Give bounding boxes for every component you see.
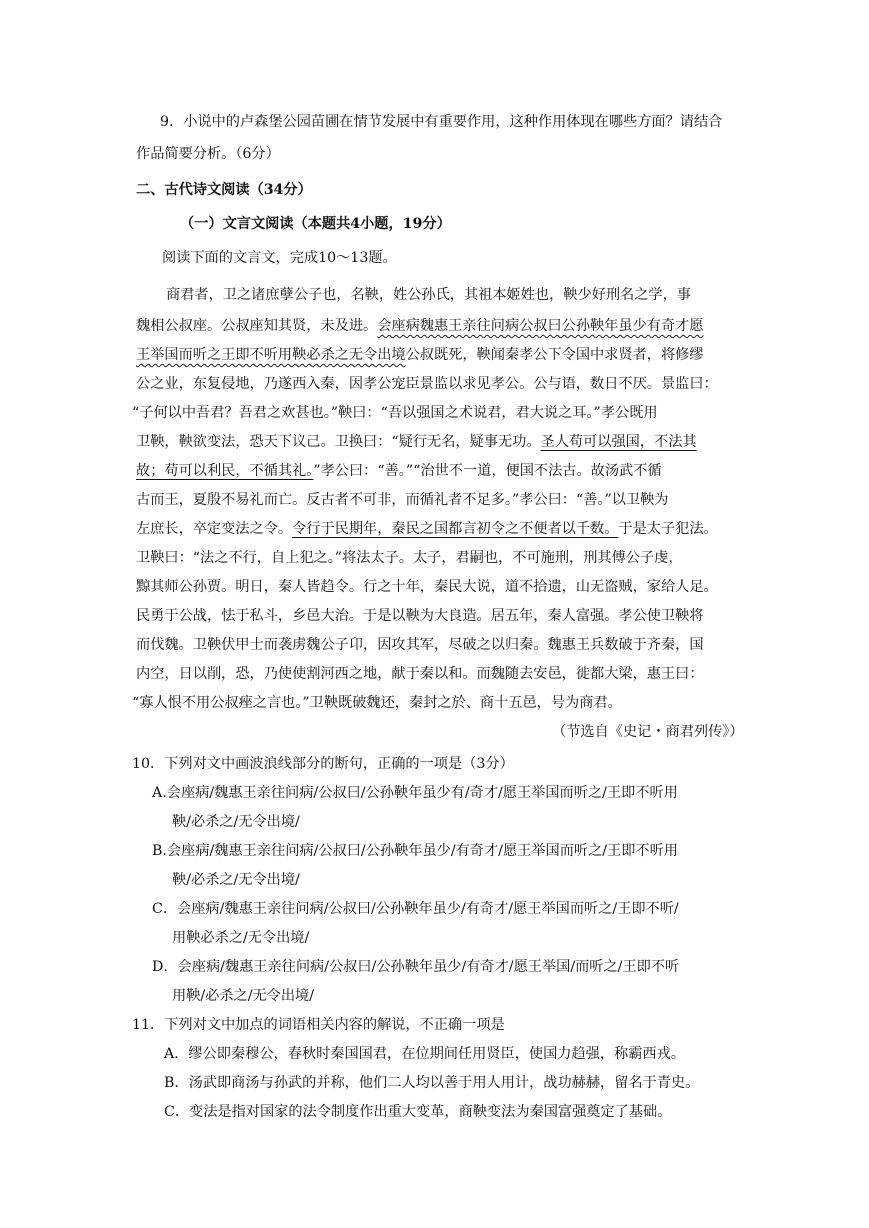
- wavy-underlined-text: 王举国而听之王即不听用鞅必杀之无令出境: [136, 347, 406, 363]
- passage-text: 左庶长，卒定变法之令。: [136, 521, 293, 537]
- passage-line: 黥其师公孙贾。明日，秦人皆趋令。行之十年，秦民大说，道不拾遗，山无盗贼，家给人足。: [136, 579, 718, 595]
- passage-source: （节选自《史记・商君列传》）: [552, 724, 744, 740]
- reading-instruction: 阅读下面的文言文，完成10～13题。: [162, 250, 397, 266]
- passage-text: ”孝公曰：“善。”“治世不一道，便国不法古。故汤武不循: [313, 463, 662, 479]
- question-9-line-2: 作品简要分析。（6分）: [136, 146, 280, 162]
- passage-line: 卫鞅曰：“法之不行，自上犯之。”将法太子。太子，君嗣也，不可施刑，刑其傅公子虔，: [136, 550, 683, 566]
- option-b-line-1: B.会座病/魏惠王亲往问病/公叔曰/公孙鞅年虽少/有奇才/愿王举国而听之/王即不听用: [152, 843, 678, 859]
- passage-line: 民勇于公战，怯于私斗，乡邑大治。于是以鞅为大良造。居五年，秦人富强。孝公使卫鞅将: [136, 608, 704, 624]
- passage-text: 魏相公叔座。公叔座知其贤，未及进。: [136, 318, 378, 334]
- passage-text: 卫鞅，鞅欲变法，恐天下议己。卫换曰：“疑行无名，疑事无功。: [136, 434, 541, 450]
- option-a: A．缪公即秦穆公，春秋时秦国国君，在位期间任用贤臣，使国力趋强，称霸西戎。: [164, 1046, 685, 1062]
- passage-line: 内空，日以削，恐，乃使使割河西之地，献于秦以和。而魏随去安邑，徙都大梁，惠王曰：: [136, 666, 704, 682]
- passage-line: [136, 345, 704, 365]
- section-heading: 二、古代诗文阅读（34分）: [136, 182, 312, 198]
- option-c-line-1: C．会座病/魏惠王亲往问病/公叔曰/公孙鞅年虽少/有奇才/愿王举国而听之/王即不听/: [152, 901, 679, 917]
- option-a-line-2: 鞅/必杀之/无令出境/: [172, 814, 300, 830]
- passage-line: [136, 316, 704, 336]
- option-c-line-2: 用鞅必杀之/无令出境/: [172, 930, 310, 946]
- passage-line: [136, 519, 718, 539]
- passage-text: 公叔既死，鞅闻秦孝公下令国中求贤者，将修缪: [405, 347, 704, 363]
- option-d-line-2: 用鞅/必杀之/无令出境/: [172, 988, 315, 1004]
- underlined-text: 故；苟可以利民，不循其礼。: [136, 463, 314, 479]
- passage-line: 商君者，卫之诸庶孽公子也，名鞅，姓公孙氏，其祖本姬姓也，鞅少好刑名之学，事: [166, 287, 691, 303]
- question-10-stem: 10．下列对文中画波浪线部分的断句，正确的一项是（3分）: [132, 756, 514, 772]
- subsection-heading: （一）文言文阅读（本题共4小题，19分）: [180, 216, 451, 232]
- wavy-underlined-text: 会座病魏惠王亲往问病公叔曰公孙鞅年虽少有奇才愿: [377, 318, 704, 334]
- option-a-line-1: A.会座病/魏惠王亲往问病/公叔曰/公孙鞅年虽少有/奇才/愿王举国而听之/王即不听用: [152, 785, 678, 801]
- passage-line: [136, 461, 662, 481]
- underlined-text: 圣人苟可以强国，不法其: [540, 434, 697, 450]
- question-11-stem: 11．下列对文中加点的词语相关内容的解说，不正确一项是: [132, 1017, 505, 1033]
- option-c: C．变法是指对国家的法令制度作出重大变革，商鞅变法为秦国富强奠定了基础。: [164, 1104, 672, 1120]
- passage-line: 古而王，夏殷不易礼而亡。反古者不可非，而循礼者不足多。”孝公曰：“善。”以卫鞅为: [136, 492, 669, 508]
- option-b-line-2: 鞅/必杀之/无令出境/: [172, 872, 300, 888]
- underlined-text: 令行于民期年，秦民之国都言初令之不便者以千数。: [292, 521, 619, 537]
- passage-line: “子何以中吾君？吾君之欢甚也。”鞅曰：“吾以强国之术说君，君大说之耳。”孝公既用: [132, 405, 658, 421]
- passage-line: [136, 432, 697, 452]
- option-b: B．汤武即商汤与孙武的并称，他们二人均以善于用人用计，战功赫赫，留名于青史。: [164, 1075, 700, 1091]
- option-d-line-1: D．会座病/魏惠王亲往问病/公叔曰/公孙鞅年虽少/有奇才/愿王举国/而听之/王即不听: [152, 959, 680, 975]
- question-9-line-1: 9．小说中的卢森堡公园苗圃在情节发展中有重要作用，这种作用体现在哪些方面？请结合: [160, 114, 723, 130]
- passage-text: 于是太子犯法。: [618, 521, 718, 537]
- passage-line: 而伐魏。卫鞅伏甲士而袭虏魏公子卬，因攻其军，尽破之以归秦。魏惠王兵数破于齐秦，国: [136, 637, 704, 653]
- passage-line: “寡人恨不用公叔痤之言也。”卫鞅既破魏还，秦封之於、商十五邑，号为商君。: [132, 695, 622, 711]
- passage-line: 公之业，东复侵地，乃遂西入秦，因孝公宠臣景监以求见孝公。公与语，数日不厌。景监曰：: [136, 376, 718, 392]
